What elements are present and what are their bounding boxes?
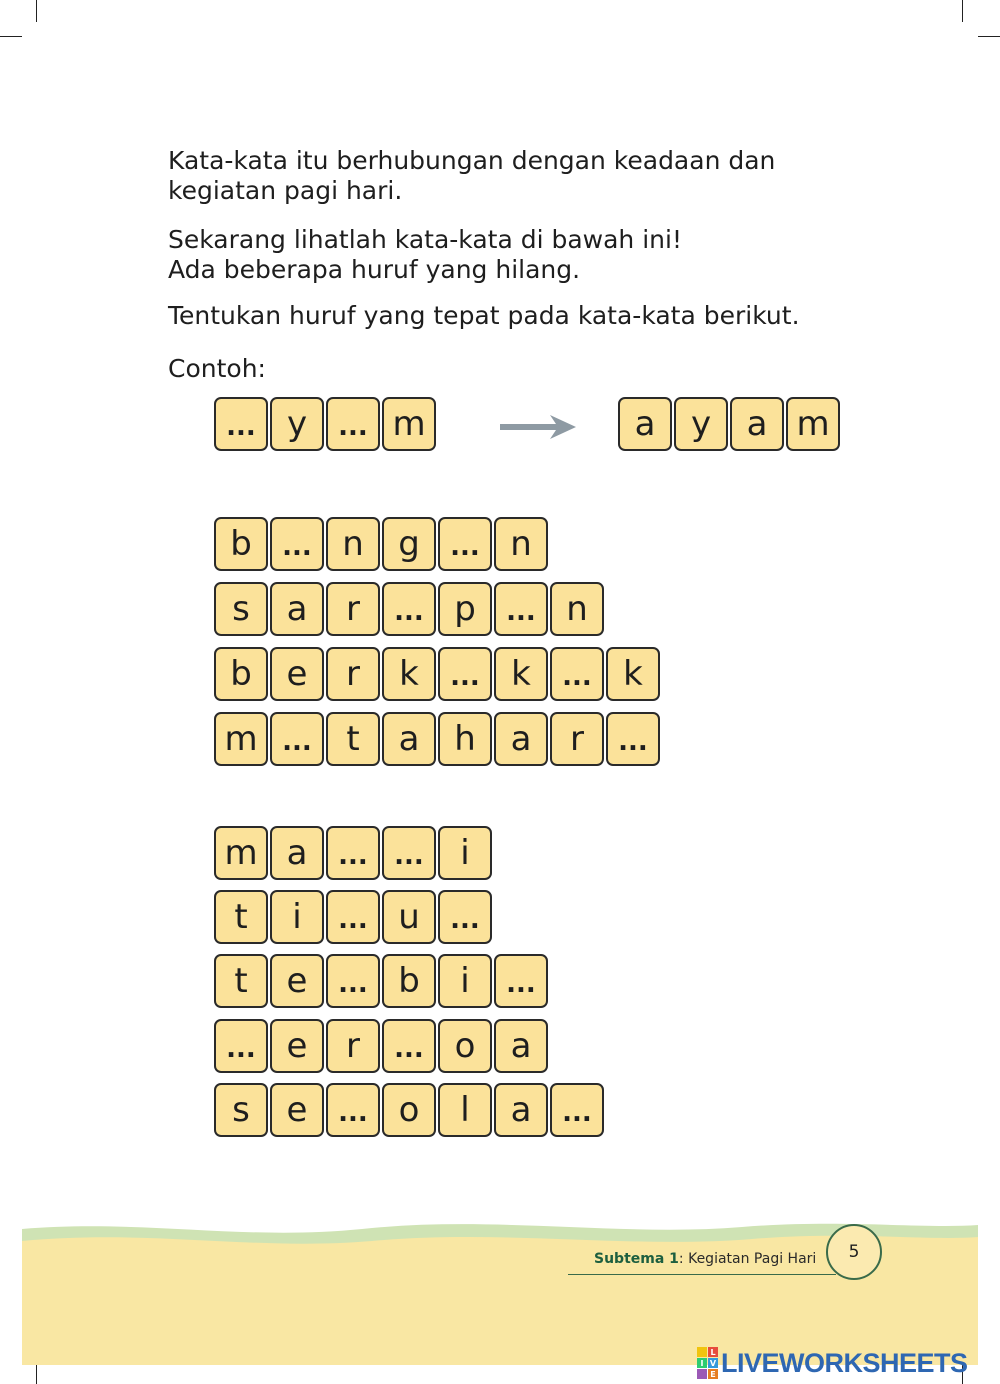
blank-letter-tile[interactable]: ... (326, 1083, 380, 1137)
crop-mark (0, 36, 22, 37)
intro-line-2: kegiatan pagi hari. (168, 176, 403, 205)
letter-tile: a (494, 1019, 548, 1073)
subtheme-caption (594, 1251, 816, 1267)
liveworksheets-watermark (697, 1347, 968, 1379)
crop-mark (962, 0, 963, 22)
letter-tile: m (786, 397, 840, 451)
example-label (168, 354, 266, 384)
letter-tile: g (382, 517, 436, 571)
letter-tile: a (494, 712, 548, 766)
subtheme-label: Subtema 1 (594, 1251, 679, 1267)
blank-letter-tile[interactable]: ... (550, 647, 604, 701)
letter-tile: b (214, 647, 268, 701)
letter-tile: m (214, 826, 268, 880)
letter-tile: k (606, 647, 660, 701)
letter-tile: a (494, 1083, 548, 1137)
blank-letter-tile[interactable]: ... (606, 712, 660, 766)
crop-mark (36, 1362, 37, 1384)
letter-tile: s (214, 582, 268, 636)
blank-letter-tile[interactable]: ... (326, 890, 380, 944)
blank-letter-tile[interactable]: ... (438, 517, 492, 571)
letter-tile: b (382, 954, 436, 1008)
instruction-line-2: Ada beberapa huruf yang hilang. (168, 255, 581, 284)
letter-tile: y (674, 397, 728, 451)
liveworksheets-text: LIVEWORKSHEETS (721, 1347, 968, 1378)
letter-tile: y (270, 397, 324, 451)
blank-letter-tile[interactable]: ... (382, 582, 436, 636)
word-row (214, 890, 492, 944)
letter-tile: t (326, 712, 380, 766)
page-number-text: 5 (848, 1242, 860, 1262)
page-number (826, 1224, 882, 1280)
blank-letter-tile[interactable]: ... (382, 826, 436, 880)
letter-tile: i (438, 826, 492, 880)
word-row (214, 582, 604, 636)
word-row (214, 954, 548, 1008)
blank-letter-tile[interactable]: ... (438, 890, 492, 944)
intro-line-1: Kata-kata itu berhubungan dengan keadaan dan (168, 146, 776, 175)
blank-letter-tile[interactable]: ... (382, 1019, 436, 1073)
letter-tile: e (270, 1019, 324, 1073)
letter-tile: r (550, 712, 604, 766)
word-row (214, 826, 492, 880)
blank-letter-tile[interactable]: ... (214, 397, 268, 451)
letter-tile: t (214, 954, 268, 1008)
letter-tile: r (326, 647, 380, 701)
word-row (214, 1083, 604, 1137)
letter-tile: a (270, 582, 324, 636)
letter-tile: t (214, 890, 268, 944)
letter-tile: a (730, 397, 784, 451)
blank-letter-tile[interactable]: ... (214, 1019, 268, 1073)
letter-tile: e (270, 647, 324, 701)
blank-letter-tile[interactable]: ... (494, 582, 548, 636)
letter-tile: i (270, 890, 324, 944)
crop-mark (36, 0, 37, 22)
word-row (214, 647, 660, 701)
letter-tile: a (618, 397, 672, 451)
letter-tile: o (438, 1019, 492, 1073)
letter-tile: s (214, 1083, 268, 1137)
crop-mark (978, 36, 1000, 37)
footer-divider (568, 1274, 836, 1275)
letter-tile: k (494, 647, 548, 701)
letter-tile: n (326, 517, 380, 571)
letter-tile: p (438, 582, 492, 636)
task-paragraph (168, 301, 800, 331)
letter-tile: u (382, 890, 436, 944)
blank-letter-tile[interactable]: ... (550, 1083, 604, 1137)
blank-letter-tile[interactable]: ... (270, 517, 324, 571)
blank-letter-tile[interactable]: ... (326, 826, 380, 880)
example-answer-row (618, 397, 840, 451)
example-question-row (214, 397, 436, 451)
blank-letter-tile[interactable]: ... (326, 954, 380, 1008)
letter-tile: e (270, 1083, 324, 1137)
intro-paragraph (168, 146, 775, 206)
blank-letter-tile[interactable]: ... (494, 954, 548, 1008)
letter-tile: k (382, 647, 436, 701)
letter-tile: m (214, 712, 268, 766)
word-row (214, 1019, 548, 1073)
liveworksheets-logo: L I V E (697, 1347, 718, 1379)
subtheme-title: : Kegiatan Pagi Hari (678, 1251, 817, 1267)
instruction-line-1: Sekarang lihatlah kata-kata di bawah ini! (168, 225, 682, 254)
letter-tile: r (326, 582, 380, 636)
letter-tile: o (382, 1083, 436, 1137)
letter-tile: r (326, 1019, 380, 1073)
blank-letter-tile[interactable]: ... (438, 647, 492, 701)
letter-tile: b (214, 517, 268, 571)
letter-tile: e (270, 954, 324, 1008)
letter-tile: a (382, 712, 436, 766)
letter-tile: a (270, 826, 324, 880)
blank-letter-tile[interactable]: ... (270, 712, 324, 766)
letter-tile: n (550, 582, 604, 636)
task-line: Tentukan huruf yang tepat pada kata-kata berikut. (168, 301, 800, 330)
blank-letter-tile[interactable]: ... (326, 397, 380, 451)
word-row (214, 517, 548, 571)
example-label-text: Contoh: (168, 354, 266, 383)
letter-tile: l (438, 1083, 492, 1137)
word-row (214, 712, 660, 766)
letter-tile: n (494, 517, 548, 571)
letter-tile: i (438, 954, 492, 1008)
letter-tile: m (382, 397, 436, 451)
instruction-paragraph (168, 225, 682, 285)
letter-tile: h (438, 712, 492, 766)
right-arrow-icon (498, 413, 578, 441)
